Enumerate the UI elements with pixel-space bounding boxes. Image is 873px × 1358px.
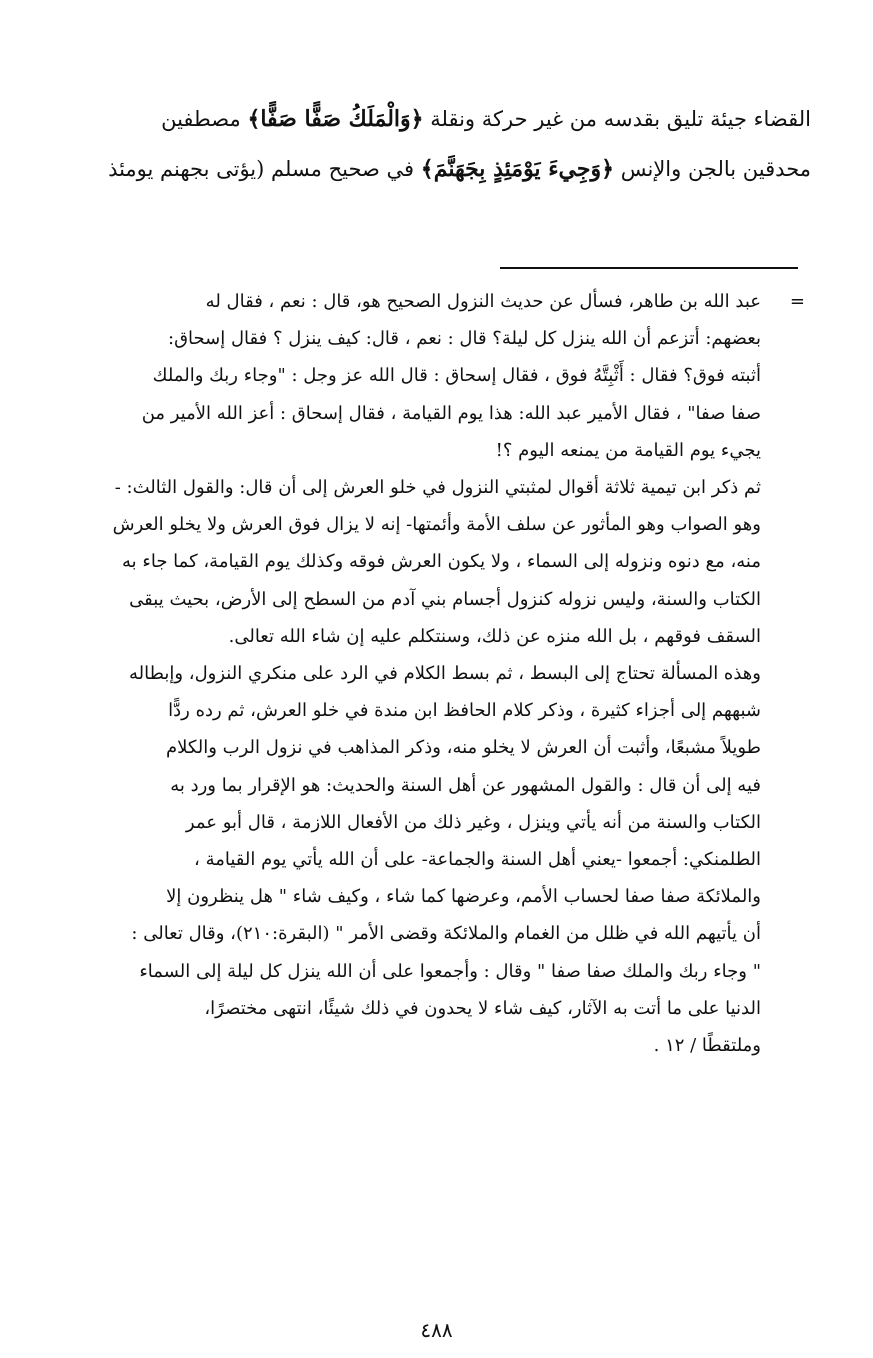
footnote-line: وملتقطًا / ١٢ . — [653, 1035, 761, 1057]
footnote-line: صفا صفا" ، فقال الأمير عبد الله: هذا يوم القيامة ، فقال إسحاق : أعز الله الأمير من — [141, 402, 761, 424]
footnote-continuation-marker: = — [789, 291, 805, 312]
footnote-line: والملائكة صفا صفا لحساب الأمم، وعرضها كما شاء ، وكيف شاء " هل ينظرون إلا — [166, 886, 761, 908]
main-text-segment: مصطفين — [161, 107, 241, 131]
footnotes — [61, 283, 761, 1064]
footnote-line: شبههم إلى أجزاء كثيرة ، وذكر كلام الحافظ ابن مندة في خلو العرش، ثم رده ردًّا — [168, 700, 761, 722]
quran-quote: ﴿وَجِيءَ يَوْمَئِذٍ بِجَهَنَّمَ﴾ — [420, 156, 615, 182]
footnote-line: السقف فوقهم ، بل الله منزه عن ذلك، وسنتكلم عليه إن شاء الله تعالى. — [228, 625, 761, 647]
footnote-line: الكتاب والسنة، وليس نزوله كنزول أجسام بني آدم من السطح إلى الأرض، بحيث يبقى — [129, 588, 761, 610]
main-text-segment: في صحيح مسلم (يؤتى بجهنم يومئذ — [108, 157, 415, 181]
footnote-line: أثبته فوق؟ فقال : أَثْبِتَّهُ فوق ، فقال إسحاق : قال الله عز وجل : "وجاء ربك والملك — [152, 365, 761, 387]
footnote-line: يجيء يوم القيامة من يمنعه اليوم ؟! — [495, 439, 761, 461]
footnote-line: بعضهم: أتزعم أن الله ينزل كل ليلة؟ قال : نعم ، قال: كيف ينزل ؟ فقال إسحاق: — [168, 328, 761, 350]
main-text-line-2 — [61, 144, 811, 194]
page-number: ٤٨٨ — [420, 1318, 453, 1342]
main-text-segment: القضاء جيئة تليق بقدسه من غير حركة ونقلة — [430, 107, 811, 131]
footnote-line: منه، مع دنوه ونزوله إلى السماء ، ولا يكون العرش فوقه وكذلك يوم القيامة، كما جاء به — [122, 551, 761, 573]
footnote-line: الكتاب والسنة من أنه يأتي وينزل ، وغير ذلك من الأفعال اللازمة ، قال أبو عمر — [185, 811, 761, 833]
footnote-line: " وجاء ربك والملك صفا صفا " وقال : وأجمعوا على أن الله ينزل كل ليلة إلى السماء — [139, 960, 761, 982]
quran-quote: ﴿وَالْمَلَكُ صَفًّا صَفًّا﴾ — [247, 106, 424, 132]
footnote-separator — [500, 267, 798, 269]
footnote-line: فيه إلى أن قال : والقول المشهور عن أهل السنة والحديث: هو الإقرار بما ورد به — [170, 774, 761, 796]
footnote-line: وهو الصواب وهو المأثور عن سلف الأمة وأئمتها- إنه لا يزال فوق العرش ولا يخلو العرش — [112, 514, 761, 536]
footnote-line: الدنيا على ما أتت به الآثار، كيف شاء لا يحدون في ذلك شيئًا، انتهى مختصرًا، — [204, 997, 761, 1019]
main-text-segment: محدقين بالجن والإنس — [620, 157, 811, 181]
footnote-line: أن يأتيهم الله في ظلل من الغمام والملائكة وقضى الأمر " (البقرة:٢١٠)، وقال تعالى : — [131, 923, 761, 945]
footnote-line: عبد الله بن طاهر، فسأل عن حديث النزول الصحيح هو، قال : نعم ، فقال له — [205, 291, 761, 312]
footnote-line: وهذه المسألة تحتاج إلى البسط ، ثم بسط الكلام في الرد على منكري النزول، وإبطاله — [128, 663, 761, 685]
footnote-line: طويلاً مشبعًا، وأثبت أن العرش لا يخلو منه، وذكر المذاهب في نزول الرب والكلام — [165, 737, 761, 759]
main-text — [61, 94, 811, 194]
footnote-line: الطلمنكي: أجمعوا -يعني أهل السنة والجماعة- على أن الله يأتي يوم القيامة ، — [194, 849, 761, 871]
main-text-line-1 — [61, 94, 811, 144]
footnote-line: ثم ذكر ابن تيمية ثلاثة أقوال لمثبتي النزول في خلو العرش إلى أن قال: والقول الثالث: - — [114, 477, 761, 499]
